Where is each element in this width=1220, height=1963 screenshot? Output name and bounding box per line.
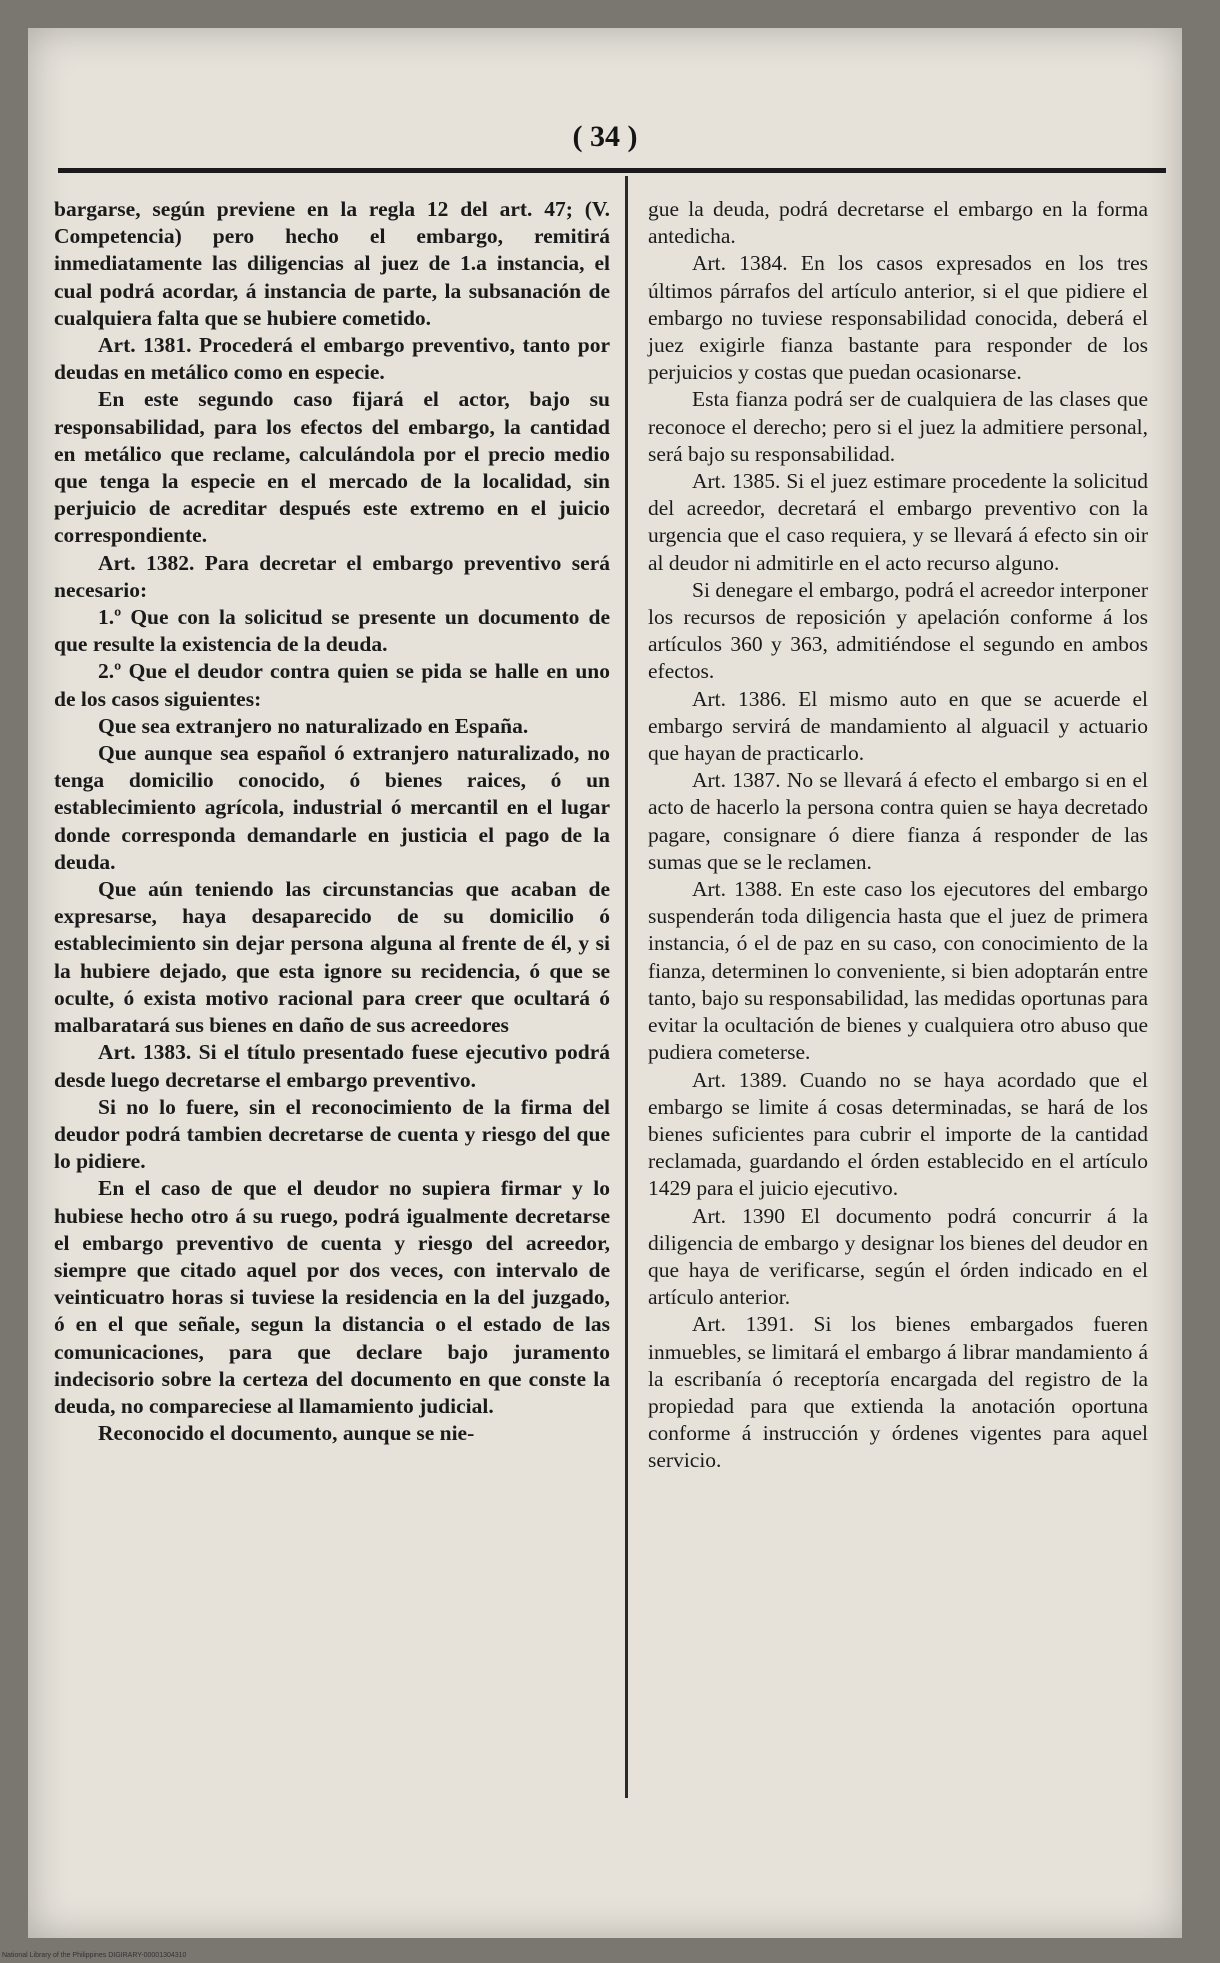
- paragraph: Que sea extranjero no naturalizado en España.: [98, 713, 529, 738]
- paragraph: Art. 1382. Para decretar el embargo preventivo será necesario:: [54, 550, 610, 602]
- paragraph: Si denegare el embargo, podrá el acreedor interponer los recursos de reposición y apelación conforme á los artículos 360 y 363, admitiéndose el segundo en ambos efectos.: [648, 577, 1148, 684]
- page: [28, 28, 1182, 1938]
- paragraph: Si no lo fuere, sin el reconocimiento de la firma del deudor podrá tambien decretarse de cuenta y riesgo del que lo pidiere.: [54, 1094, 610, 1174]
- paragraph: 2.º Que el deudor contra quien se pida se halle en uno de los casos siguientes:: [54, 659, 610, 711]
- paragraph: Art. 1385. Si el juez estimare procedente la solicitud del acreedor, decretará el embargo preventivo con la urgencia que el caso requiera, y se llevará á efecto sin oir al deudor ni admitirle en el acto recurso alguno.: [648, 469, 1148, 575]
- paragraph: Reconocido el documento, aunque se nie-: [98, 1421, 475, 1446]
- header-rule: [58, 168, 1166, 173]
- paragraph: Art. 1381. Procederá el embargo preventivo, tanto por deudas en metálico como en especie.: [54, 333, 610, 385]
- paragraph: Art. 1390 El documento podrá concurrir á la diligencia de embargo y designar los bienes del deudor en que haya de verificarse, según el órden indicado en el artículo anterior.: [648, 1203, 1148, 1310]
- left-column: [54, 196, 610, 1447]
- paragraph: Art. 1391. Si los bienes embargados fueren inmuebles, se limitará el embargo á librar mandamiento á la escribanía ó receptoría encargada del registro de la propiedad para que extienda la anotación oportuna conforme á instrucción y órdenes vigentes para aquel servicio.: [648, 1312, 1148, 1473]
- paragraph: Art. 1384. En los casos expresados en los tres últimos párrafos del artículo anterior, si el que pidiere el embargo no tuviese responsabilidad conocida, deberá el juez exigirle fianza bastante para responder de los perjuicios y costas que puedan ocasionarse.: [648, 251, 1148, 385]
- paragraph: bargarse, según previene en la regla 12 del art. 47; (V. Competencia) pero hecho el embargo, remitirá inmediatamente las diligencias al juez de 1.a instancia, el cual podrá acordar, á instancia de parte, la subsanación de cualquiera falta que se hubiere cometido.: [54, 197, 610, 330]
- paragraph: 1.º Que con la solicitud se presente un documento de que resulte la existencia de la deuda.: [54, 605, 610, 657]
- paragraph: Art. 1383. Si el título presentado fuese ejecutivo podrá desde luego decretarse el embargo preventivo.: [54, 1040, 610, 1092]
- paragraph: Art. 1389. Cuando no se haya acordado que el embargo se limite á cosas determinadas, se hará de los bienes suficientes para cubrir el importe de la cantidad reclamada, guardando el órden establecido en el artículo 1429 para el juicio ejecutivo.: [648, 1067, 1148, 1201]
- right-column: [648, 196, 1148, 1475]
- paragraph: Art. 1386. El mismo auto en que se acuerde el embargo servirá de mandamiento al alguacil y actuario que hayan de practicarlo.: [648, 686, 1148, 766]
- paragraph: gue la deuda, podrá decretarse el embargo en la forma antedicha.: [648, 197, 1148, 249]
- paragraph: Art. 1387. No se llevará á efecto el embargo si en el acto de hacerlo la persona contra quien se haya decretado pagare, consignare ó diere fianza á responder de las sumas que se le reclamen.: [648, 768, 1148, 874]
- paragraph: En el caso de que el deudor no supiera firmar y lo hubiese hecho otro á su ruego, podrá igualmente decretarse el embargo preventivo de cuenta y riesgo del acreedor, siempre que citado aquel por dos veces, con intervalo de veinticuatro horas si tuviese la residencia en la del juzgado, ó en el que señale, segun la distancia o el estado de las comunicaciones, para que declare bajo juramento indecisorio sobre la certeza del documento en que conste la deuda, no compareciese al llamamiento judicial.: [54, 1176, 610, 1418]
- footer-credit: National Library of the Philippines DIGIRARY-00001304310: [2, 1952, 187, 1959]
- paragraph: Art. 1388. En este caso los ejecutores del embargo suspenderán toda diligencia hasta que el juez de primera instancia, ó el de paz en su caso, con conocimiento de la fianza, determinen lo conveniente, si bien adoptarán entre tanto, bajo su responsabilidad, las medidas oportunas para evitar la ocultación de bienes y cualquiera otro abuso que pudiera cometerse.: [648, 877, 1148, 1065]
- paragraph: Que aunque sea español ó extranjero naturalizado, no tenga domicilio conocido, ó bienes raices, ó un establecimiento agrícola, industrial ó mercantil en el lugar donde corresponda demandarle en justicia el pago de la deuda.: [54, 741, 610, 874]
- paragraph: Que aún teniendo las circunstancias que acaban de expresarse, haya desaparecido de su domicilio ó establecimiento sin dejar persona alguna al frente de él, y si la hubiere dejado, que esta ignore su recidencia, ó que se oculte, ó exista motivo racional para creer que ocultará ó malbaratará sus bienes en daño de sus acreedores: [54, 877, 610, 1038]
- column-divider: [625, 176, 628, 1798]
- paragraph: Esta fianza podrá ser de cualquiera de las clases que reconoce el derecho; pero si el juez la admitiere personal, será bajo su responsabilidad.: [648, 387, 1148, 466]
- page-number: ( 34 ): [572, 120, 638, 153]
- paragraph: En este segundo caso fijará el actor, bajo su responsabilidad, para los efectos del embargo, la cantidad en metálico que reclame, calculándola por el precio medio que tenga la especie en el mercado de la localidad, sin perjuicio de acreditar después este extremo en el juicio correspondiente.: [54, 387, 610, 548]
